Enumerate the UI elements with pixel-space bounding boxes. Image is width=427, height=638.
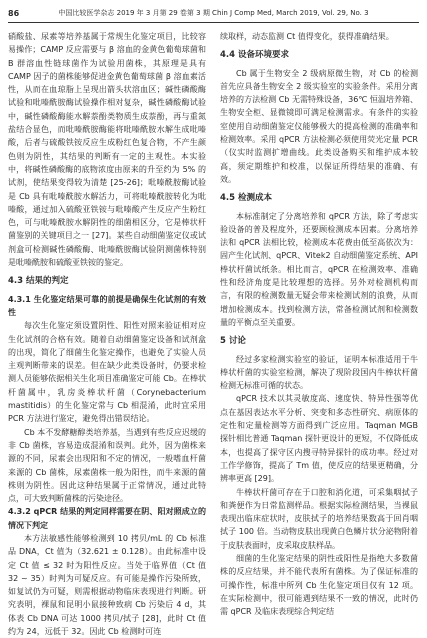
paragraph: 本标准制定了分离培养和 qPCR 方法，除了考虑实验设备的普及程度外，还要顾检测成本因素。分离培养法和 qPCR 法相比较，检测成本花费由低至高依次为：固产生化试剂、qPCR、Vitek2 自动细菌鉴定系统、API 棒状杆菌试纸条。相比而言，qPCR 在检测效率、准确性和经济角度是比较理想的选择。另外对检测机构而言，有限的检测数量无疑会带来检测试剂的浪费，从而增加检测成本。找到检测方法，常备检测试剂和检测数量的平衡点至关重要。 bbox=[220, 211, 418, 327]
left-column bbox=[8, 30, 206, 637]
paragraph: 每次生化鉴定须设置阴性、阳性对照来验证相对应生化试剂的合格有效。随着自动细菌鉴定设备和试剂盒的出现，简化了细菌生化鉴定操作，也避免了实验人员主观判断带来的误差。但在缺少此类设备时，仍要求检测人员能够依据相关生化项目准确鉴定可能 Cb。在棒状杆菌属中，乳房炎棒状杆菌（Corynebacterium mastitidis）的生化鉴定常与 Cb 相混淆，此时宜采用 PCR 方法进行鉴定，避免得出错误结论。 bbox=[8, 321, 206, 424]
paragraph: 细菌的生化鉴定结果的阴性或阳性是指绝大多数菌株的反应结果，并不能代表所有菌株。为了保证标准的可操作性，标准中所列 Cb 生化鉴定项目仅有 12 项。在实际检测中，很可能遇到结果不一致的情况，此时仍需 qPCR 及临床表现综合判定结 bbox=[220, 553, 418, 617]
section-heading: 4.5 检测成本 bbox=[220, 193, 273, 204]
paragraph: 经过多家检测实验室的验证，证明本标准适用于牛棒状杆菌的实验室检测，解决了现阶段国内牛棒状杆菌检测无标准可循的状态。 bbox=[220, 354, 418, 391]
header-rule bbox=[8, 22, 419, 23]
section-heading: 4.4 设备环境要求 bbox=[220, 50, 290, 61]
subsection-heading: 4.3.2 qPCR 结果的判定同样需要在阴、阳对照成立的情况下判定 bbox=[8, 507, 206, 530]
paragraph: Cb 属于生物安全 2 级病原微生物，对 Cb 的检测首先应具备生物安全 2 级实验室的实验条件。采用分离培养的方法检测 Cb 无需特殊设备，36℃ 恒温培养箱、生物安全柜、显微镜即可满足检测需求。有条件的实验室使用自动细菌鉴定仪能够极大的提高检测的准确率和检测效率。采用 qPCR 方法检测必须使用荧光定量 PCR（仪实时监测扩增曲线。此类设备购买和维护成本较高，须定期维护和校准，以保证所得结果的准确、有效。 bbox=[220, 68, 418, 184]
journal-citation: 中国比较医学杂志 2019 年 3 月第 29 卷第 3 期 Chin J Comp Med, March 2019, Vol. 29, No. 3 bbox=[58, 9, 369, 17]
running-header bbox=[8, 6, 419, 20]
paragraph-continued: 续取样，动态监测 Ct 值得变化，获得准确结果。 bbox=[220, 32, 394, 41]
right-column bbox=[220, 30, 418, 622]
paragraph-continued: 硝酸盐、尿素等培养基属于常规生化鉴定项目，比较容易操作；CAMP 反应需要与 β 溶血的金黄色葡萄球菌和 B 群溶血性链球菌作为试验用菌株，其原理是具有 CAMP 因子的菌株能够促进金黄色葡萄球菌 β 溶血素活性，从而在血琼脂上呈现出箭头状溶血区；碱性磷酸酶试验和吡嗪酰胺酶试验操作相对复杂，碱性磷酸酶试验中，碱性磷酸酶能水解萘酚类物质生成萘酚，再与重氮盐结合显色，而吡嗪酰胺酶能将吡嗪酰胺水解生成吡嗪酸，后者与硫酸铁铵反应生成粉红色复合物，不产生颜色则为阴性，其结果的判断有一定的主观性。本实验中，将碱性磷酸酶的底物浓度由原来的升至约为 5% 的试剂，使结果变得较为清楚 [25-26]；吡嗪酰胺酶试验是 Cb 具有吡嗪酰胺水解活力，可将吡嗪酰胺转化为吡嗪酸，通过加入硫酸亚铁铵与吡嗪酸产生反应产生粉红色，可与吡嗪酰胺水解阴性的细菌相区分，它是棒状杆菌鉴别的关键项目之一 [27]。某些自动细菌鉴定仪或试剂盒可检测碱性磷酸酶、吡嗪酰胺酶试验阴测菌株特别是吡嗪酰胺和硫酸亚铁铵的鉴定。 bbox=[8, 32, 206, 268]
paragraph: 牛棒状杆菌可存在于口腔和消化道，可采集咽拭子和粪便作为日常监测样品。根据实际检测结果，当裸鼠表现出临床症状时，皮肤拭子的培养结果数高于回肖咽拭子 100 倍。当动物皮肤出现黄白色鳞片状分泌物附着于皮肤表面时，皮采取皮肤样品。 bbox=[220, 487, 418, 550]
subsection-heading: 4.3.1 生化鉴定结果可靠的前提是确保生化试剂的有效性 bbox=[8, 294, 206, 317]
paragraph: Cb 本不发酵糖醇类培养基，当遇到有些反应迟缓的非 Cb 菌株，容易造成混淆和误判。此外，因为菌株来源的不同，尿素会出现阳和不定的情况，一般嗜血杆菌来源的 Cb 菌株，尿素菌株一般为阳性，而牛来源的菌株则为阴性。因此这种结果属于正常情况，通过此特点，可大致判断菌株的污染途径。 bbox=[8, 427, 206, 504]
section-heading: 5 讨论 bbox=[220, 336, 246, 347]
page-number: 86 bbox=[8, 8, 20, 18]
paragraph: 本方法敏感性能够检测到 10 拷贝/mL 的 Cb 标准品 DNA，Ct 值为（32.621 ± 0.128）。由此标准中设定 Ct 值 ≤ 32 时为阳性反应。当处于临界值（Ct 值 32 ~ 35）时判为可疑反应。有可能是操作污染所致，如复试仍为可疑，则需根据动物临床表现进行判断。研究表明，裸鼠和昆明小鼠接种致病 Cb 污染后 4 d，其体表 Cb DNA 可达 1000 拷贝/拭子 [28]，此时 Ct 值约为 24，远低于 32。因此 Cb 检测时可连 bbox=[8, 533, 206, 637]
section-heading: 4.3 结果的判定 bbox=[8, 276, 69, 287]
paragraph: qPCR 技术以其灵敏度高、速度快、特异性强等优点在基因表达水平分析、突变和多态性研究、病原体的定性和定量检测等方面得到广泛应用。Taqman MGB 探针相比普通 Taqman 探针更设计的更短，不仅降低成本，也提高了探守区内搜寻特异探针的成功率。经过对工作学修饰，提高了 Tm 值，使反应的结果更精确，分辨率更高 [29]。 bbox=[220, 394, 418, 484]
